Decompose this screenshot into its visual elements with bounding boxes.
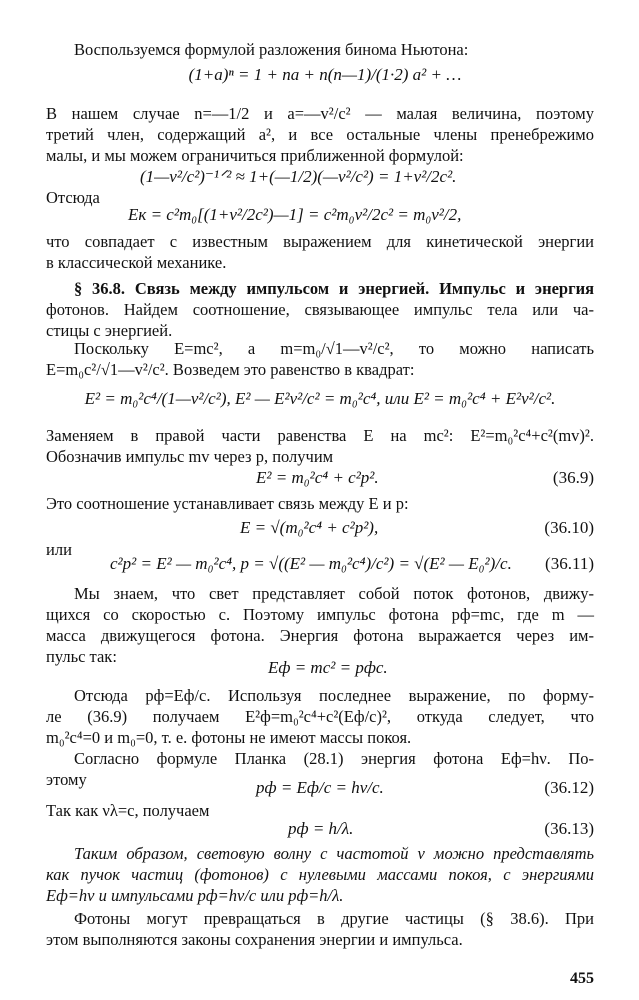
text-line: что совпадает с известным выражением для кинетической энергии	[46, 232, 594, 251]
text-line: Фотоны могут превращаться в другие частицы (§ 38.6). При	[74, 909, 594, 928]
equation-number: (36.13)	[544, 819, 594, 838]
text-line: Так как νλ=c, получаем	[46, 801, 210, 820]
text-line: Таким образом, световую волну с частотой ν можно представлять	[74, 844, 594, 863]
text-line: E=m₀c²/√1—v²/c². Возведем это равенство в квадрат:	[46, 360, 415, 379]
equation-number: (36.10)	[544, 518, 594, 537]
text-line: Это соотношение устанавливает связь между E и p:	[46, 494, 409, 513]
equation-36-9: E² = m₀²c⁴ + c²p².	[256, 468, 379, 487]
equation-photon-energy: Eф = mc² = pфc.	[268, 658, 388, 677]
equation-36-12: pф = Eф/c = hν/c.	[256, 778, 384, 797]
equation-number: (36.12)	[544, 778, 594, 797]
text-line: Отсюда pф=Eф/c. Используя последнее выражение, по форму-	[74, 686, 594, 705]
equation-number: (36.9)	[552, 468, 594, 487]
text-line: Обозначив импульс mv через p, получим	[46, 447, 334, 466]
text-line: стицы с энергией.	[46, 321, 173, 340]
text-line: Мы знаем, что свет представляет собой поток фотонов, движу-	[74, 584, 594, 603]
text-line: пульс так:	[46, 647, 117, 666]
text-line: как пучок частиц (фотонов) с нулевыми массами покоя, с энергиями	[46, 865, 594, 884]
equation-approximation: (1—v²/c²)⁻¹ᐟ² ≈ 1+(—1/2)(—v²/c²) = 1+v²/2c².	[140, 167, 457, 186]
text-line: Заменяем в правой части равенства E на mc²: E²=m₀²c⁴+c²(mv)².	[46, 426, 594, 445]
text-line: В нашем случае n=—1/2 и a=—v²/c² — малая величина, поэтому	[46, 104, 594, 123]
text-line: в классической механике.	[46, 253, 227, 272]
equation-36-10: E = √(m₀²c⁴ + c²p²),	[240, 518, 379, 537]
section-heading: § 36.8. Связь между импульсом и энергией. Импульс и энергия	[74, 279, 594, 298]
text-line: масса движущегося фотона. Энергия фотона выражается через им-	[46, 626, 594, 645]
text-line: Воспользуемся формулой разложения бинома Ньютона:	[74, 40, 469, 59]
equation-36-13: pф = h/λ.	[288, 819, 354, 838]
text-line: щихся со скоростью c. Поэтому импульс фотона pф=mc, где m —	[46, 605, 594, 624]
text-line: ле (36.9) получаем E²ф=m₀²c⁴+c²(Eф/c)², откуда следует, что	[46, 707, 594, 726]
text-line: третий член, содержащий a², и все остальные члены пренебрежимо	[46, 125, 594, 144]
text-line: этом выполняются законы сохранения энергии и импульса.	[46, 930, 463, 949]
text-line: Согласно формуле Планка (28.1) энергия фотона Eф=hν. По-	[74, 749, 594, 768]
text-line: Eф=hν и импульсами pф=hν/c или pф=h/λ.	[46, 886, 344, 905]
text-line: Отсюда	[46, 188, 100, 207]
equation-squares: E² = m₀²c⁴/(1—v²/c²), E² — E²v²/c² = m₀²c⁴, или E² = m₀²c⁴ + E²v²/c².	[84, 389, 556, 408]
equation-36-11: c²p² = E² — m₀²c⁴, p = √((E² — m₀²c⁴)/c²) = √(E² — E₀²)/c.	[110, 554, 512, 573]
page-number: 455	[570, 970, 594, 987]
equation-binomial: (1+a)ⁿ = 1 + na + n(n—1)/(1·2) a² + …	[188, 65, 462, 84]
text-line: этому	[46, 770, 87, 789]
text-line: m₀²c⁴=0 и m₀=0, т. е. фотоны не имеют массы покоя.	[46, 728, 412, 747]
text-line: или	[46, 540, 72, 559]
text-line: малы, и мы можем ограничиться приближенной формулой:	[46, 146, 464, 165]
text-line: фотонов. Найдем соотношение, связывающее импульс тела или ча-	[46, 300, 594, 319]
equation-kinetic-energy: Eк = c²m₀[(1+v²/2c²)—1] = c²m₀v²/2c² = m₀v²/2,	[128, 205, 462, 224]
text-line: Поскольку E=mc², а m=m₀/√1—v²/c², то можно написать	[74, 339, 594, 358]
equation-number: (36.11)	[545, 554, 594, 573]
